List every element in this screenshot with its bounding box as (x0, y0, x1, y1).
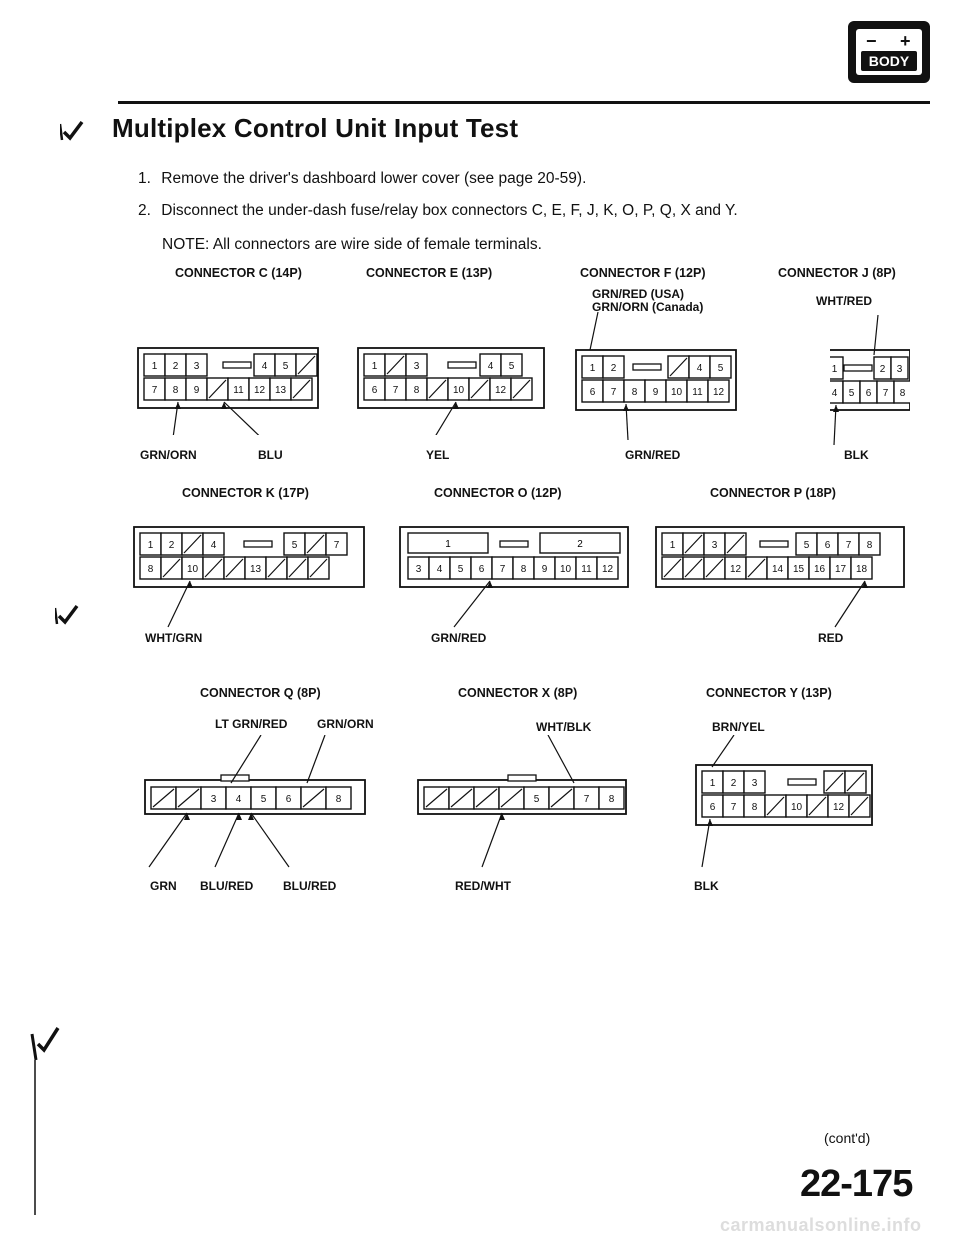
connector-q-leader-line (215, 813, 239, 867)
connector-k-diagram (128, 515, 368, 635)
connector-j-terminal-number: 6 (865, 388, 872, 399)
connector-q-wire-lt-grn-red: LT GRN/RED (215, 717, 288, 731)
connector-f-arrow (623, 404, 629, 411)
connector-e-terminal-number: 3 (413, 361, 420, 372)
connector-y-diagram (690, 735, 890, 875)
connector-o-leader-line (454, 581, 490, 627)
connector-q-terminal-number: 5 (260, 794, 267, 805)
connector-c-terminal-number: 11 (233, 385, 244, 396)
badge-label: BODY (868, 53, 910, 69)
badge-label-box (861, 51, 917, 71)
connector-c-terminal-number: 7 (151, 385, 158, 396)
header-rule (118, 101, 930, 104)
connector-y-terminal-number: 1 (709, 778, 716, 789)
connector-y-terminal-number: 8 (751, 802, 758, 813)
connector-j-leader-line (874, 315, 878, 355)
connector-y-terminal-number: 10 (790, 802, 803, 813)
connector-q-terminal-number: 3 (210, 794, 217, 805)
connector-o-diagram (394, 515, 634, 635)
connector-o-terminal-number: 11 (581, 564, 592, 575)
connector-o-terminal-number: 6 (478, 564, 485, 575)
checkmark-icon (55, 600, 105, 630)
connector-k-terminal-number: 10 (186, 564, 199, 575)
connector-c-arrow (175, 402, 181, 409)
plus-sign: + (900, 31, 911, 51)
page-number: 22-175 (800, 1163, 913, 1205)
connector-o-terminal-number: 10 (559, 564, 572, 575)
connector-c-terminal-number: 13 (274, 385, 287, 396)
connector-p-diagram (650, 515, 910, 635)
connector-k-terminal-number: 5 (291, 540, 298, 551)
connector-e-wire-yel: YEL (426, 448, 450, 462)
step-number: 2. (138, 202, 151, 219)
connector-p-terminal-number: 15 (792, 564, 805, 575)
connector-x-terminal-number: 7 (583, 794, 590, 805)
continued-label: (cont'd) (824, 1130, 871, 1146)
connector-y-terminal-number: 2 (730, 778, 737, 789)
step-number: 1. (138, 170, 151, 187)
connector-p-terminal-number: 12 (729, 564, 742, 575)
connector-c-terminal-number: 9 (193, 385, 200, 396)
connector-c-leader-line (224, 402, 274, 435)
connector-f-terminal-number: 6 (589, 387, 596, 398)
connector-k-terminal-number: 1 (147, 540, 154, 551)
connector-j-terminal-number: 1 (831, 364, 838, 375)
connector-o-label: CONNECTOR O (12P) (434, 486, 562, 500)
connector-e-terminal-number: 6 (371, 385, 378, 396)
connector-e-lock-tab (448, 362, 476, 368)
step-text: Remove the driver's dashboard lower cover (see page 20-59). (161, 170, 587, 187)
connector-j-diagram (830, 315, 910, 445)
connector-o-wire-grn-red: GRN/RED (431, 631, 487, 645)
checkmark-icon (60, 116, 110, 146)
connector-c-terminal-number: 4 (261, 361, 268, 372)
connector-f-terminal-number: 11 (692, 387, 703, 398)
connector-q-wire-grn: GRN (150, 879, 177, 893)
connector-k-terminal-number: 4 (210, 540, 217, 551)
connector-f-diagram (570, 310, 745, 440)
connector-k-leader-line (168, 581, 190, 627)
connector-q-wire-grn-orn: GRN/ORN (317, 717, 374, 731)
connector-p-leader-line (835, 581, 865, 627)
connector-j-wire-top: WHT/RED (816, 294, 872, 308)
connector-q-terminal-number: 4 (235, 794, 242, 805)
connector-y-terminal-number: 12 (832, 802, 845, 813)
connector-p-terminal-number: 7 (845, 540, 852, 551)
connector-q-wire-blu-red-2: BLU/RED (283, 879, 337, 893)
connector-j-terminal-number: 5 (848, 388, 855, 399)
connector-k-terminal-number: 7 (333, 540, 340, 551)
connector-k-lock-tab (244, 541, 272, 547)
connector-f-terminal-number: 9 (652, 387, 659, 398)
connector-p-terminal-number: 17 (834, 564, 847, 575)
connector-f-wire-usa: GRN/RED (USA) (592, 287, 684, 301)
connector-o-terminal-number: 12 (601, 564, 614, 575)
connector-f-terminal-number: 2 (610, 363, 617, 374)
connector-p-terminal-number: 18 (855, 564, 868, 575)
body-section-badge (848, 21, 930, 83)
connector-q-wire-blu-red-1: BLU/RED (200, 879, 254, 893)
connector-y-terminal-number: 7 (730, 802, 737, 813)
connector-p-terminal-number: 1 (669, 540, 676, 551)
connector-k-terminal-number: 8 (147, 564, 154, 575)
connector-c-wire-blu: BLU (258, 448, 283, 462)
connector-p-terminal-number: 16 (813, 564, 826, 575)
connector-e-terminal-number: 7 (392, 385, 399, 396)
connector-p-wire-red: RED (818, 631, 844, 645)
connector-y-terminal-number: 3 (751, 778, 758, 789)
connector-f-terminal-number: 5 (717, 363, 724, 374)
connector-k-label: CONNECTOR K (17P) (182, 486, 309, 500)
connector-o-lock-tab (500, 541, 528, 547)
connector-e-leader-line (430, 402, 456, 435)
watermark: carmanualsonline.info (720, 1215, 922, 1235)
checkmark-icon (18, 1020, 78, 1220)
connector-f-lock-tab (633, 364, 661, 370)
connector-x-diagram (412, 735, 632, 875)
connector-y-wire-brn-yel: BRN/YEL (712, 720, 765, 734)
connector-o-terminal-number: 2 (577, 539, 583, 550)
connector-j-arrow (833, 405, 839, 412)
connector-c-terminal-number: 3 (193, 361, 200, 372)
connector-o-terminal-number: 1 (445, 539, 451, 550)
connector-y-arrow (707, 819, 713, 826)
connector-x-leader-line (482, 813, 502, 867)
connector-o-terminal-number: 5 (457, 564, 464, 575)
connector-p-terminal-number: 5 (803, 540, 810, 551)
connector-q-terminal-number: 6 (285, 794, 292, 805)
connector-e-terminal-number: 8 (413, 385, 420, 396)
connector-y-leader-line (702, 819, 710, 867)
connector-j-lock-tab (844, 365, 872, 371)
connector-y-wire-blk: BLK (694, 879, 719, 893)
connector-o-terminal-number: 3 (415, 564, 422, 575)
step-2 (138, 202, 738, 220)
connector-f-leader-line (590, 312, 598, 350)
connector-y-lock-tab (788, 779, 816, 785)
connector-y-leader-line (712, 735, 734, 767)
connector-y-label: CONNECTOR Y (13P) (706, 686, 832, 700)
step-text: Disconnect the under-dash fuse/relay box connectors C, E, F, J, K, O, P, Q, X and Y. (161, 202, 738, 219)
connector-y-terminal-number: 6 (709, 802, 716, 813)
note-text: NOTE: All connectors are wire side of female terminals. (162, 236, 542, 253)
connector-x-terminal-number: 8 (608, 794, 615, 805)
connector-c-terminal-number: 1 (151, 361, 158, 372)
connector-k-terminal-number: 2 (168, 540, 175, 551)
connector-p-terminal-number: 14 (771, 564, 784, 575)
connector-e-terminal-number: 12 (494, 385, 507, 396)
connector-x-leader-line (548, 735, 574, 783)
connector-o-terminal-number: 4 (436, 564, 443, 575)
connector-q-leader-line (307, 735, 325, 783)
connector-f-wire-canada: GRN/ORN (Canada) (592, 300, 704, 314)
connector-j-terminal-number: 7 (882, 388, 889, 399)
connector-e-terminal-number: 5 (508, 361, 515, 372)
battery-icon (856, 29, 922, 75)
connector-e-terminal-number: 4 (487, 361, 494, 372)
connector-p-terminal-number: 6 (824, 540, 831, 551)
connector-x-terminal-number: 5 (533, 794, 540, 805)
connector-j-terminal-number: 3 (896, 364, 903, 375)
connector-x-label: CONNECTOR X (8P) (458, 686, 578, 700)
connector-c-terminal-number: 2 (172, 361, 179, 372)
minus-sign: − (866, 31, 877, 51)
connector-f-terminal-number: 1 (589, 363, 596, 374)
connector-c-wire-grn-orn: GRN/ORN (140, 448, 197, 462)
connector-k-terminal-number: 13 (249, 564, 262, 575)
connector-j-label: CONNECTOR J (8P) (778, 266, 896, 280)
connector-p-terminal-number: 8 (866, 540, 873, 551)
connector-q-terminal-number: 8 (335, 794, 342, 805)
connector-p-lock-tab (760, 541, 788, 547)
connector-f-wire-grn-red: GRN/RED (625, 448, 681, 462)
section-title: Multiplex Control Unit Input Test (112, 113, 519, 143)
connector-x-lock-tab (508, 775, 536, 781)
connector-p-label: CONNECTOR P (18P) (710, 486, 836, 500)
connector-e-label: CONNECTOR E (13P) (366, 266, 493, 280)
connector-x-wire-red-wht: RED/WHT (455, 879, 511, 893)
connector-x-wire-wht-blk: WHT/BLK (536, 720, 592, 734)
connector-j-terminal-number: 4 (831, 388, 838, 399)
connector-c-terminal-number: 12 (253, 385, 266, 396)
connector-c-terminal-number: 5 (282, 361, 289, 372)
connector-f-terminal-number: 10 (670, 387, 683, 398)
connector-e-terminal-number: 10 (452, 385, 465, 396)
connector-q-diagram (135, 735, 375, 875)
connector-c-label: CONNECTOR C (14P) (175, 266, 302, 280)
connector-f-terminal-number: 8 (631, 387, 638, 398)
connector-c-arrow (221, 402, 227, 409)
connector-c-lock-tab (223, 362, 251, 368)
connector-q-label: CONNECTOR Q (8P) (200, 686, 321, 700)
step-1 (138, 170, 586, 188)
connector-k-wire-wht-grn: WHT/GRN (145, 631, 203, 645)
connector-f-label: CONNECTOR F (12P) (580, 266, 706, 280)
connector-f-terminal-number: 4 (696, 363, 703, 374)
connector-e-terminal-number: 1 (371, 361, 378, 372)
connector-o-terminal-number: 7 (499, 564, 506, 575)
connector-q-leader-line (149, 813, 187, 867)
connector-j-wire-blk: BLK (844, 448, 869, 462)
connector-j-terminal-number: 2 (879, 364, 886, 375)
connector-f-terminal-number: 12 (712, 387, 725, 398)
connector-j-terminal-number: 8 (899, 388, 906, 399)
connector-o-terminal-number: 9 (541, 564, 548, 575)
connector-q-leader-line (251, 813, 289, 867)
connector-p-terminal-number: 3 (711, 540, 718, 551)
connector-o-terminal-number: 8 (520, 564, 527, 575)
connector-c-terminal-number: 8 (172, 385, 179, 396)
connector-c-diagram (134, 340, 334, 435)
connector-e-diagram (352, 340, 552, 435)
connector-f-terminal-number: 7 (610, 387, 617, 398)
